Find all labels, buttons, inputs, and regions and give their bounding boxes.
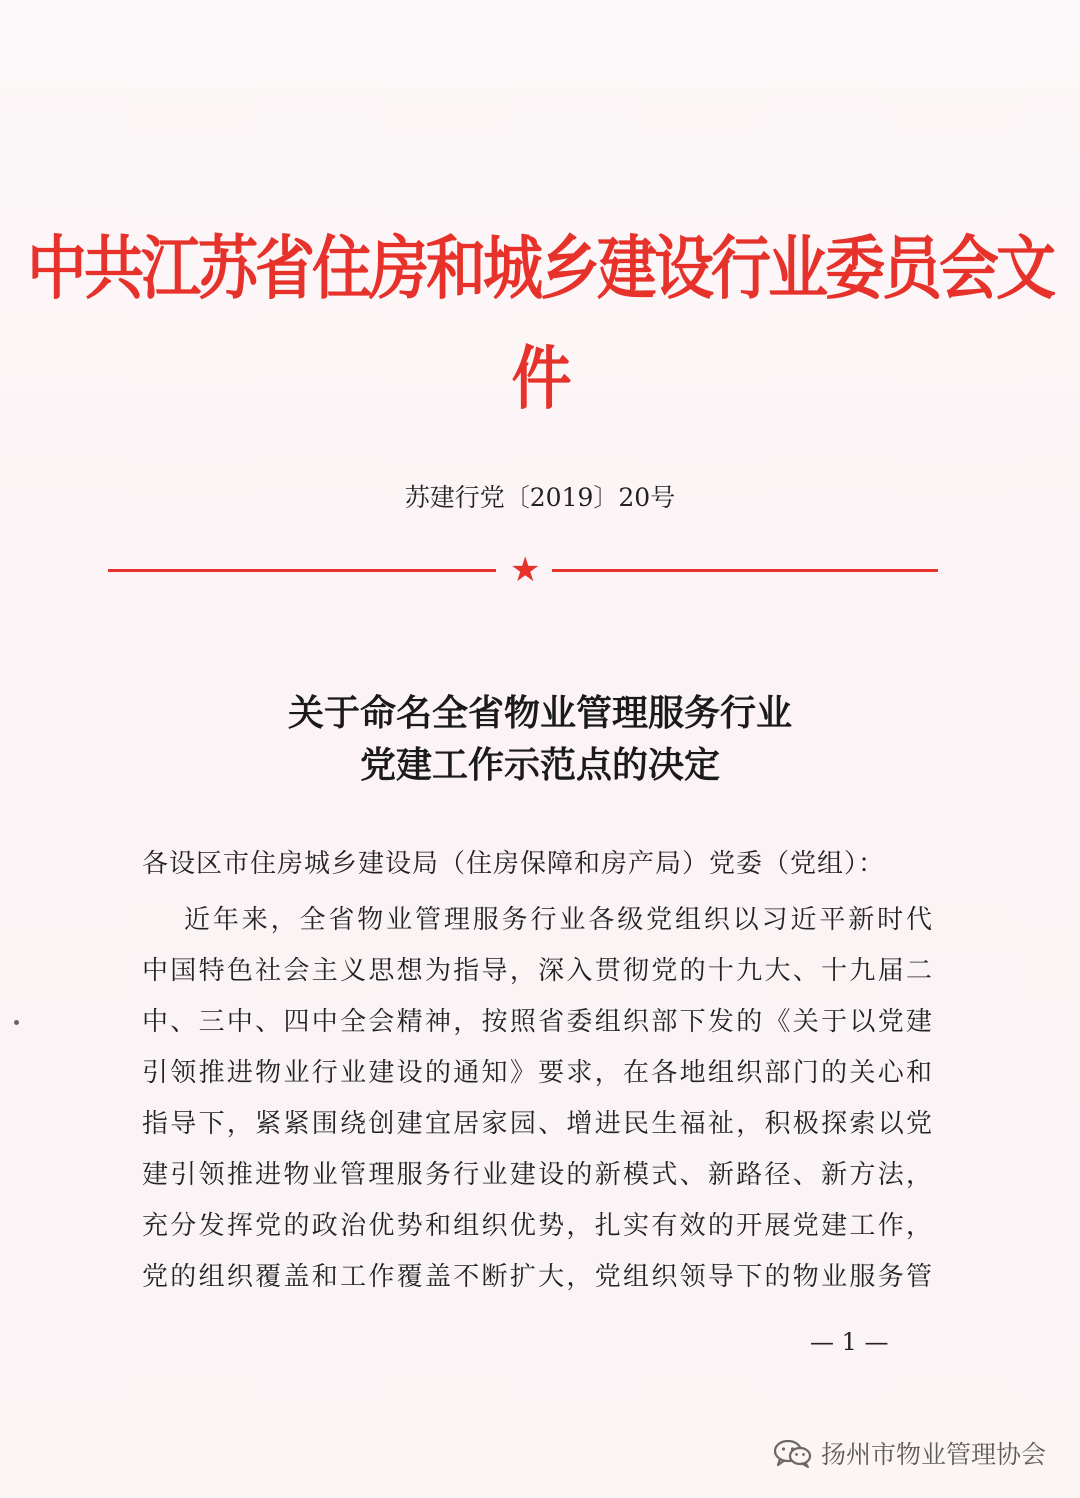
star-icon: ★ [510,550,541,590]
watermark-text: 扬州市物业管理协会 [820,1440,1046,1469]
body-line: 近年来，全省物业管理服务行业各级党组织以习近平新时代 [184,905,932,935]
body-line: 中国特色社会主义思想为指导，深入贯彻党的十九大、十九届二 [142,956,932,986]
salutation: 各设区市住房城乡建设局（住房保障和房产局）党委（党组）： [142,849,886,879]
body-line: 中、三中、四中全会精神，按照省委组织部下发的《关于以党建 [142,1007,932,1037]
red-rule-left [108,569,496,572]
body-line: 建引领推进物业管理服务行业建设的新模式、新路径、新方法， [142,1160,932,1190]
document-number: 苏建行党〔2019〕20号 [404,483,676,512]
decision-title [0,688,1080,792]
wechat-icon [773,1438,813,1468]
red-rule-right [552,569,938,572]
body-line: 指导下，紧紧围绕创建宜居家园、增进民生福祉，积极探索以党 [142,1109,932,1139]
body-line: 党的组织覆盖和工作覆盖不断扩大，党组织领导下的物业服务管 [142,1262,932,1292]
red-header-title: 中共江苏省住房和城乡建设行业委员会文件 [27,228,1053,420]
body-paragraph [142,895,932,1303]
scan-speck [14,1020,19,1025]
body-line: 充分发挥党的政治优势和组织优势，扎实有效的开展党建工作， [142,1211,932,1241]
body-line: 引领推进物业行业建设的通知》要求，在各地组织部门的关心和 [142,1058,932,1088]
account-watermark [773,1435,1046,1471]
decision-title-line-2: 党建工作示范点的决定 [359,745,720,786]
decision-title-line-1: 关于命名全省物业管理服务行业 [287,693,792,734]
page-number: — 1 — [810,1328,889,1356]
